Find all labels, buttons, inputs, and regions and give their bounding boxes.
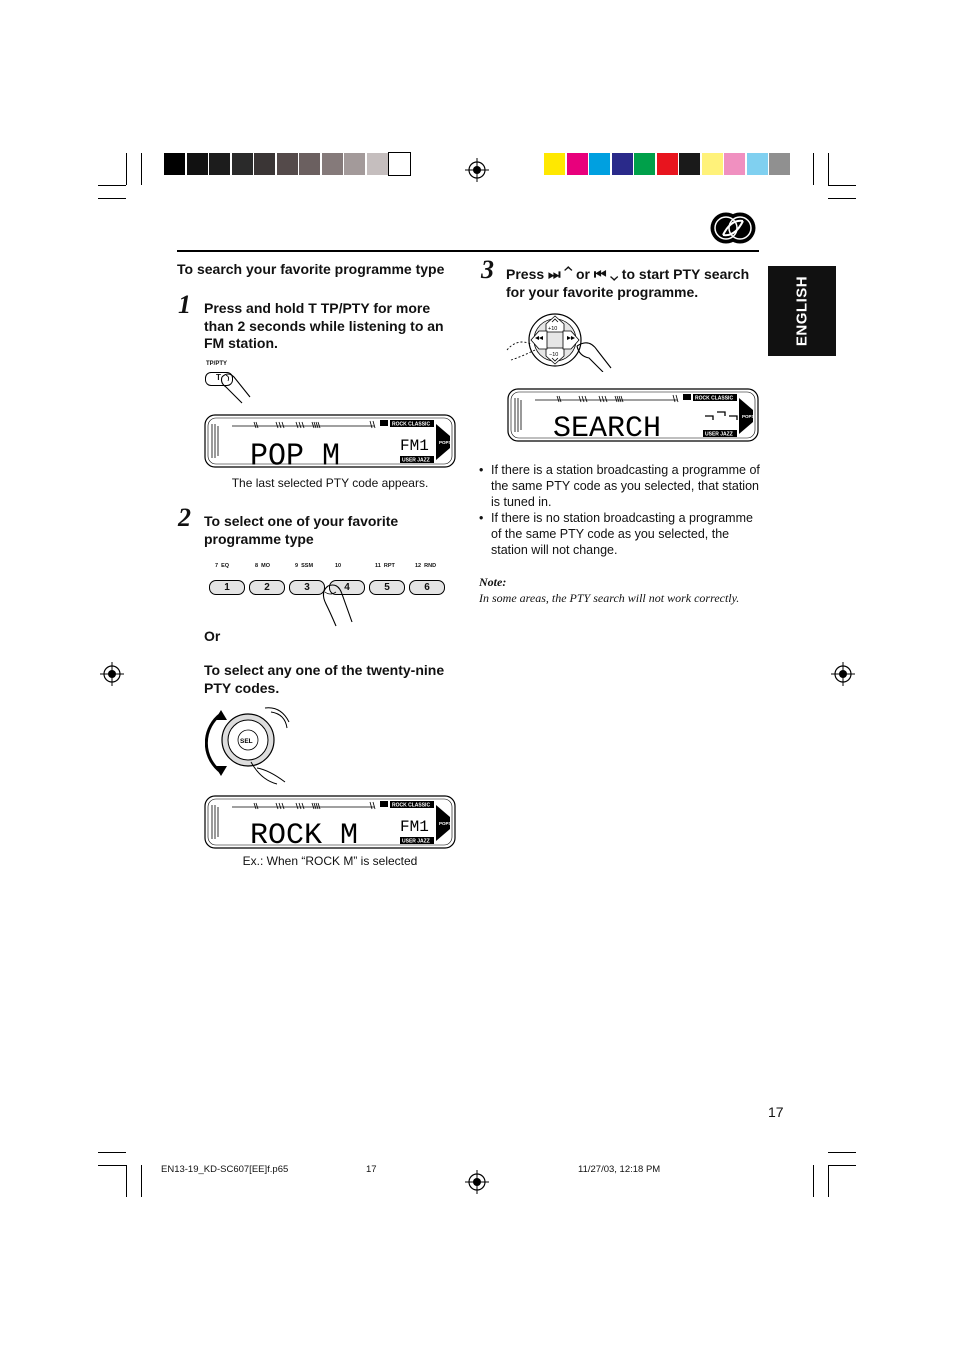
lcd-band-text: FM1	[400, 437, 429, 455]
finger-press-icon	[218, 369, 254, 405]
crop-mark	[126, 153, 127, 185]
color-swatch	[232, 153, 253, 175]
finger-press-icon	[312, 582, 358, 628]
color-swatch	[322, 153, 343, 175]
color-swatch	[164, 153, 185, 175]
figure-caption: Ex.: When “ROCK M” is selected	[242, 854, 418, 868]
lcd-main-text: POP M	[250, 438, 340, 468]
note-text: In some areas, the PTY search will not work correctly.	[479, 591, 740, 605]
crop-mark	[828, 198, 856, 199]
language-tab	[768, 266, 836, 356]
lcd-band-text: FM1	[400, 818, 429, 836]
lcd-main-text: SEARCH	[553, 412, 662, 442]
note-label: Note:	[479, 575, 507, 589]
section-title: To search your favorite programme type	[177, 261, 445, 277]
color-swatch	[567, 153, 588, 175]
lcd-label-top: ROCK CLASSIC	[392, 802, 431, 809]
color-swatch	[254, 153, 275, 175]
step-2-text-a: To select one of your favorite programme type	[204, 513, 399, 547]
lcd-label-bottom: USER JAZZ	[402, 838, 430, 845]
color-swatch	[657, 153, 678, 175]
color-swatch	[277, 153, 298, 175]
step-number: 3	[481, 255, 494, 284]
color-swatch	[769, 153, 790, 175]
registration-mark-icon	[100, 662, 124, 686]
preset-function-label: 7 EQ	[215, 563, 230, 569]
preset-button-1[interactable]: 1	[209, 580, 245, 595]
color-swatch	[612, 153, 633, 175]
lcd-display-pop	[204, 414, 456, 468]
crop-mark	[813, 153, 814, 185]
footer-page: 17	[366, 1164, 377, 1175]
preset-function-label: 12 RND	[415, 563, 437, 569]
footer-file: EN13-19_KD-SC607[EE]f.p65	[161, 1164, 289, 1175]
color-swatch	[679, 153, 700, 175]
lcd-display-rock	[204, 795, 456, 849]
lcd-label-top: ROCK CLASSIC	[392, 421, 431, 428]
crop-mark	[141, 1165, 142, 1197]
preset-button-5[interactable]: 5	[369, 580, 405, 595]
lcd-label-bottom: USER JAZZ	[402, 457, 430, 464]
preset-function-label: 10	[335, 563, 342, 569]
crop-mark	[828, 153, 829, 185]
sel-dial-icon[interactable]	[205, 700, 301, 786]
tp-button-label: T	[216, 373, 221, 382]
list-item: • If there is no station broadcasting a programme of the same PTY code as you selected, the station will not change.	[479, 511, 753, 557]
bullet-text: If there is a station broadcasting a programme of the same PTY code as you selected, that station is tuned in.	[491, 463, 760, 509]
preset-button-2[interactable]: 2	[249, 580, 285, 595]
crop-mark	[813, 1165, 814, 1197]
registration-mark-icon	[465, 1170, 489, 1194]
color-swatch	[724, 153, 745, 175]
preset-button-6[interactable]: 6	[409, 580, 445, 595]
or-label: Or	[204, 628, 221, 644]
crop-mark	[98, 198, 126, 199]
step-number: 2	[178, 503, 191, 532]
language-tab-label: ENGLISH	[793, 275, 811, 347]
color-swatch	[702, 153, 723, 175]
crop-mark	[828, 1152, 856, 1153]
registration-mark-icon	[831, 662, 855, 686]
page-number: 17	[768, 1104, 784, 1120]
footer-date: 11/27/03, 12:18 PM	[578, 1164, 661, 1175]
color-swatch	[634, 153, 655, 175]
color-swatch	[544, 153, 565, 175]
sel-label: SEL	[240, 738, 253, 745]
lcd-main-text: ROCK M	[250, 819, 359, 849]
four-way-pad-icon[interactable]	[505, 310, 615, 372]
step-1-text: Press and hold T TP/PTY for more than 2 seconds while listening to an FM station.	[204, 300, 444, 351]
lcd-label-top: ROCK CLASSIC	[695, 395, 734, 402]
step-2-text-b: To select any one of the twenty-nine PTY codes.	[204, 662, 445, 696]
lcd-label-side: POPS	[439, 821, 452, 826]
lcd-label-side: POPS	[742, 414, 755, 419]
preset-function-label: 9 SSM	[295, 563, 314, 569]
crop-mark	[98, 185, 126, 186]
preset-function-label: 11 RPT	[375, 563, 395, 569]
registration-mark-icon	[465, 158, 489, 182]
crop-mark	[828, 1165, 856, 1166]
color-swatch	[209, 153, 230, 175]
crop-mark	[126, 1165, 127, 1197]
rds-logo-icon	[709, 211, 757, 245]
crop-mark	[141, 153, 142, 185]
color-swatch	[367, 153, 388, 175]
list-item: • If there is a station broadcasting a programme of the same PTY code as you selected, that station is tuned in.	[479, 463, 760, 509]
color-swatch	[299, 153, 320, 175]
color-swatch	[344, 153, 365, 175]
bullet-text: If there is no station broadcasting a programme of the same PTY code as you selected, the station will not change.	[491, 511, 753, 557]
color-swatch	[747, 153, 768, 175]
preset-button-3[interactable]: 3	[289, 580, 325, 595]
tp-pty-label: TP/PTY	[206, 361, 228, 367]
color-swatch	[589, 153, 610, 175]
step-number: 1	[178, 290, 191, 319]
pad-down-label: −10	[549, 352, 559, 358]
color-swatch	[187, 153, 208, 175]
figure-caption: The last selected PTY code appears.	[231, 476, 429, 490]
header-rule	[177, 250, 759, 252]
preset-button-4[interactable]: 4	[329, 580, 365, 595]
crop-mark	[828, 1165, 829, 1197]
pad-up-label: +10	[548, 326, 558, 332]
crop-mark	[828, 185, 856, 186]
lcd-display-search	[507, 388, 759, 442]
bullet-list	[479, 462, 764, 558]
preset-function-label: 8 MO	[255, 563, 270, 569]
lcd-label-side: POPS	[439, 440, 452, 445]
crop-mark	[98, 1165, 126, 1166]
crop-mark	[98, 1152, 126, 1153]
color-swatch	[389, 153, 410, 175]
lcd-label-bottom: USER JAZZ	[705, 431, 733, 438]
step-3-text: Press ⏭ ⌃ or ⏮ ⌄ to start PTY search for your favorite programme.	[506, 266, 750, 300]
